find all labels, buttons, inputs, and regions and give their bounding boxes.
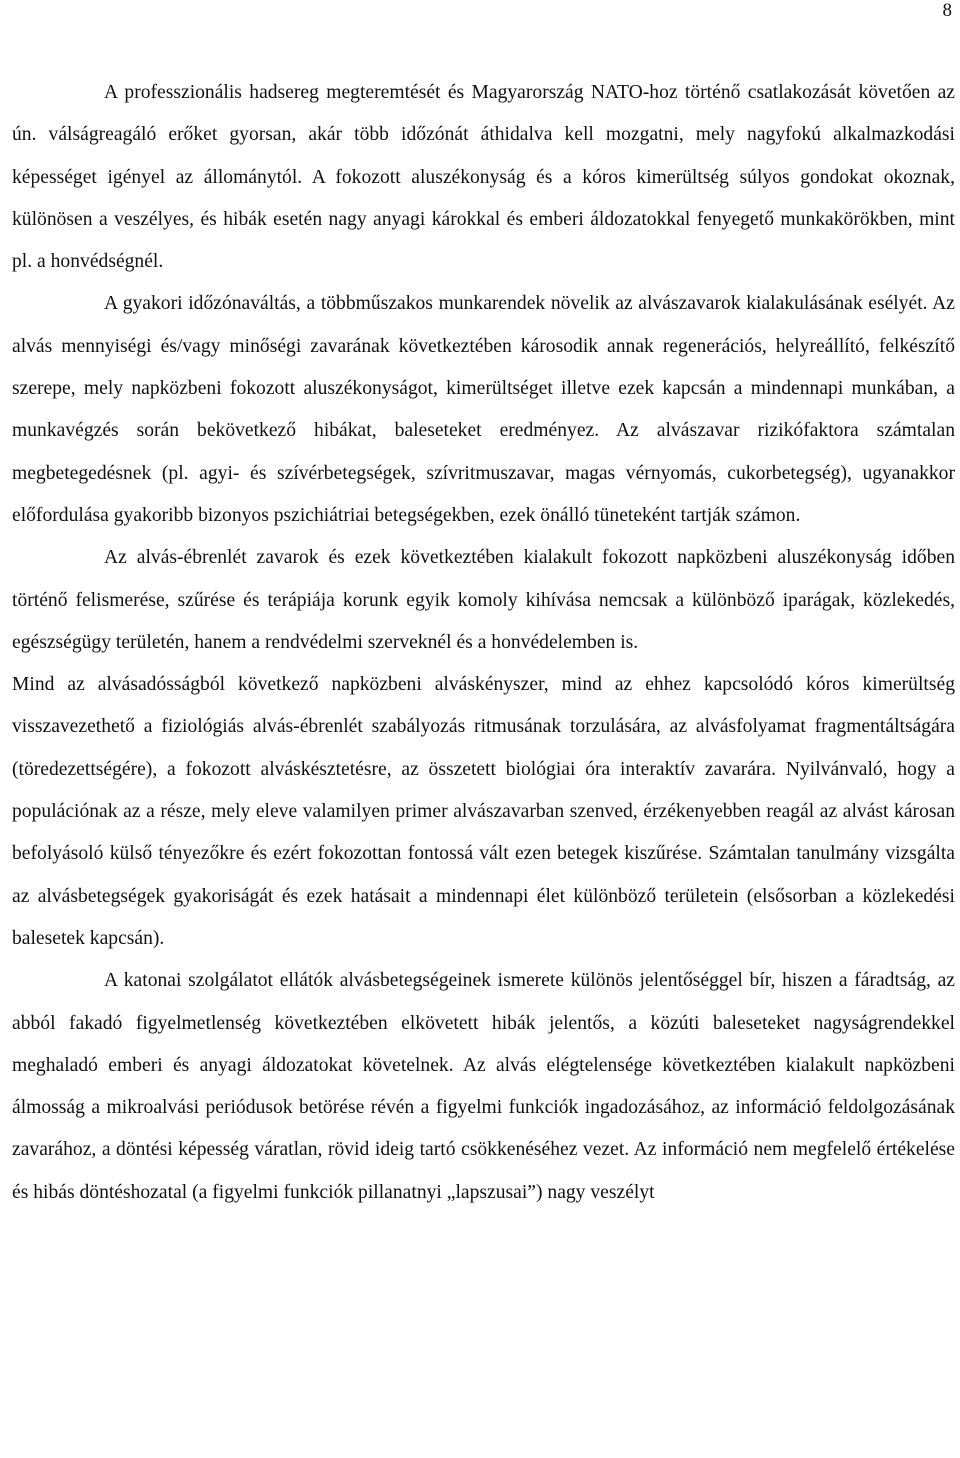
paragraph-2: A gyakori időzónaváltás, a többműszakos munkarendek növelik az alvászavarok kialakulásának esélyét. Az alvás mennyiségi és/vagy minőségi zavarának következtében károsodik annak regenerációs, helyreállító, felkészítő szerepe, mely napközbeni fokozott aluszékonyságot, kimerültséget illetve ezek kapcsán a mindennapi munkában, a munkavégzés során bekövetkező hibákat, baleseteket eredményez. Az alvászavar rizikófaktora számtalan megbetegedésnek (pl. agyi- és szívérbetegségek, szívritmuszavar, magas vérnyomás, cukorbetegség), ugyanakkor előfordulása gyakoribb bizonyos pszichiátriai betegségekben, ezek önálló tüneteként tartják számon. (12, 293, 955, 526)
page-number: 8 (942, 0, 952, 21)
paragraph-5: A katonai szolgálatot ellátók alvásbetegségeinek ismerete különös jelentőséggel bír, hiszen a fáradtság, az abból fakadó figyelmetlenség következtében elkövetett hibák jelentős, a közúti baleseteket nagyságrendekkel meghaladó emberi és anyagi áldozatokat követelnek. Az alvás elégtelensége következtében kialakult napközbeni álmosság a mikroalvási periódusok betörése révén a figyelmi funkciók ingadozásához, az információ feldolgozásának zavarához, a döntési képesség váratlan, rövid ideig tartó csökkenéséhez vezet. Az információ nem megfelelő értékelése és hibás döntéshozatal (a figyelmi funkciók pillanatnyi „lapszusai”) nagy veszélyt (12, 970, 955, 1203)
document-body (12, 72, 955, 1214)
paragraph-4: Mind az alvásadósságból következő napközbeni alváskényszer, mind az ehhez kapcsolódó kóros kimerültség visszavezethető a fiziológiás alvás-ébrenlét szabályozás ritmusának torzulására, az alvásfolyamat fragmentáltságára (töredezettségére), a fokozott alváskésztetésre, az összetett biológiai óra interaktív zavarára. Nyilvánvaló, hogy a populációnak az a része, mely eleve valamilyen primer alvászavarban szenved, érzékenyebben reagál az alvást károsan befolyásoló külső tényezőkre és ezért fokozottan fontossá vált ezen betegek kiszűrése. Számtalan tanulmány vizsgálta az alvásbetegségek gyakoriságát és ezek hatásait a mindennapi élet különböző területein (elsősorban a közlekedési balesetek kapcsán). (12, 674, 955, 949)
paragraph-3: Az alvás-ébrenlét zavarok és ezek következtében kialakult fokozott napközbeni aluszékonyság időben történő felismerése, szűrése és terápiája korunk egyik komoly kihívása nemcsak a különböző iparágak, közlekedés, egészségügy területén, hanem a rendvédelmi szerveknél és a honvédelemben is. (12, 547, 955, 653)
paragraph-1: A professzionális hadsereg megteremtését és Magyarország NATO-hoz történő csatlakozását követően az ún. válságreagáló erőket gyorsan, akár több időzónát áthidalva kell mozgatni, mely nagyfokú alkalmazkodási képességet igényel az állománytól. A fokozott aluszékonyság és a kóros kimerültség súlyos gondokat okoznak, különösen a veszélyes, és hibák esetén nagy anyagi károkkal és emberi áldozatokkal fenyegető munkakörökben, mint pl. a honvédségnél. (12, 82, 955, 273)
